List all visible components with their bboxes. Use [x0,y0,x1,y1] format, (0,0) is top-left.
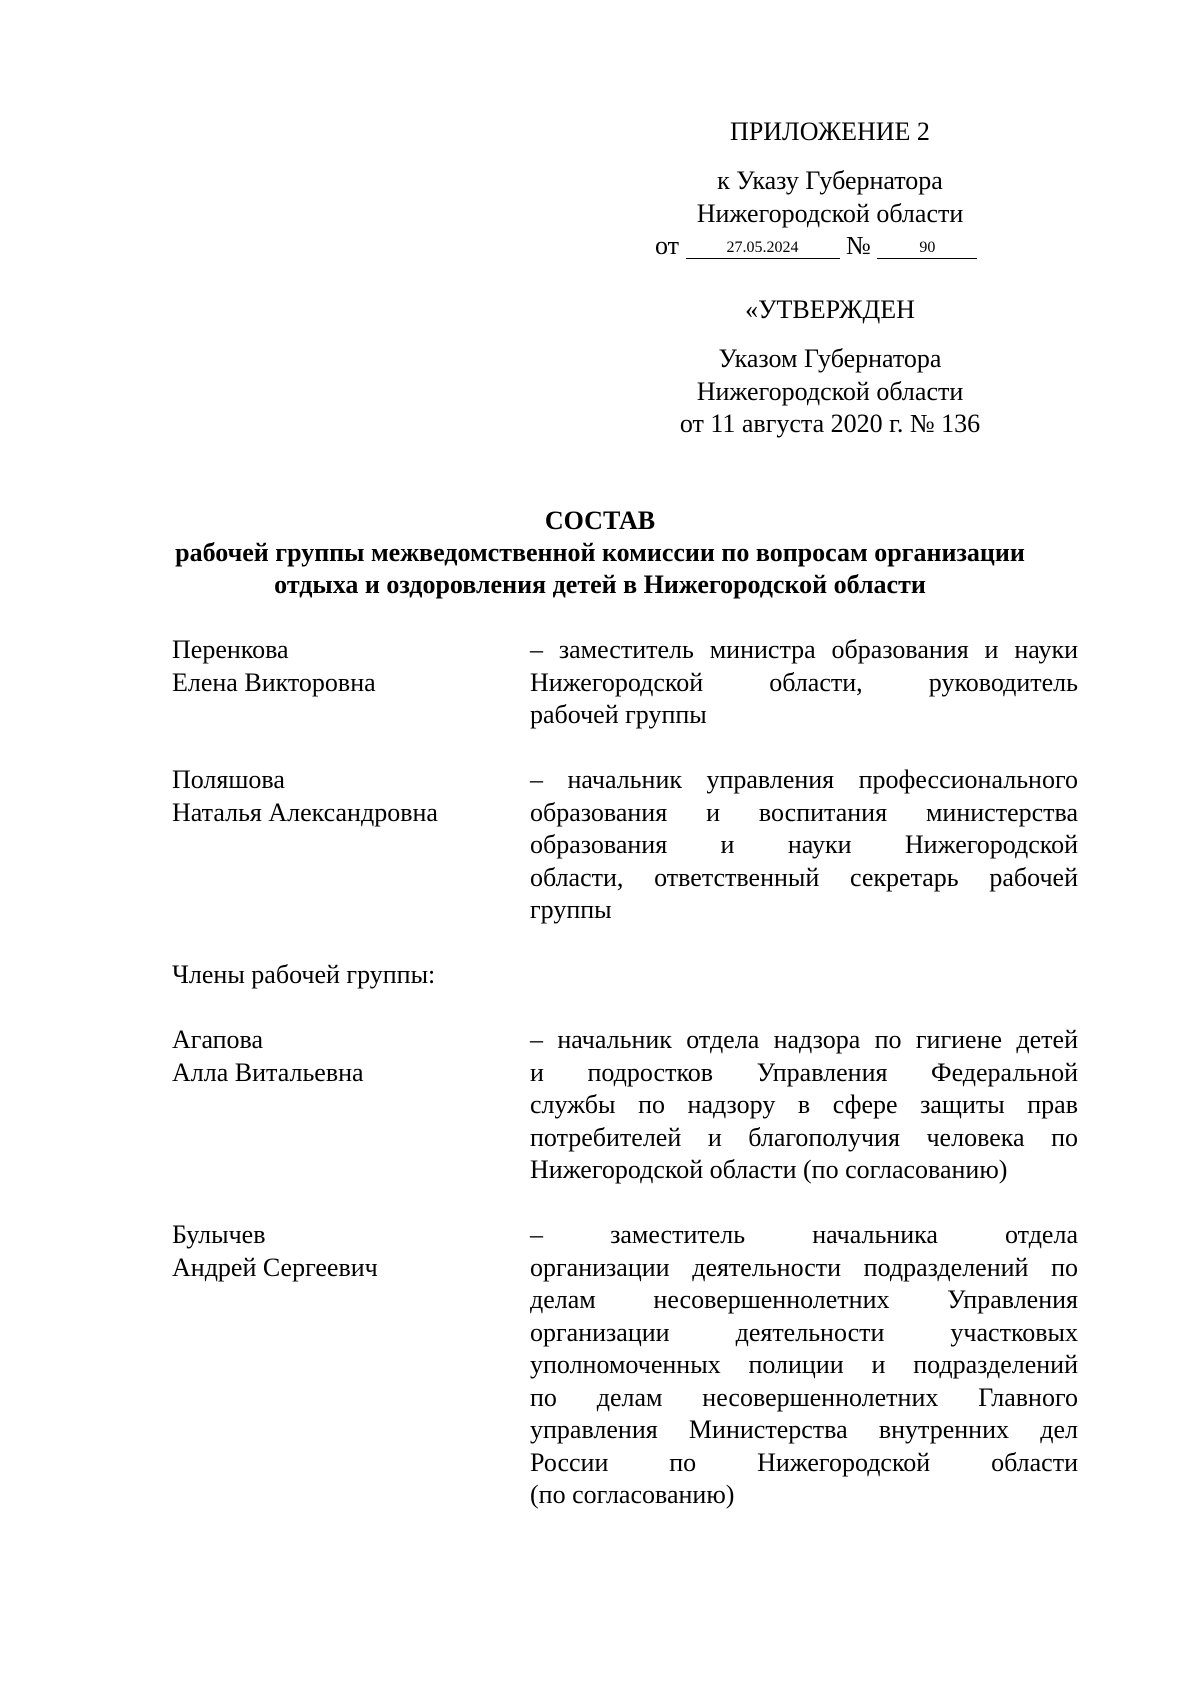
decree-date-number-line [655,230,977,262]
member-name [172,764,502,829]
member-given-names: Андрей Сергеевич [172,1252,378,1282]
member-name [172,1024,502,1089]
approved-by-block [600,343,1060,441]
member-role [530,1024,1078,1187]
member-role-line: службы по надзору в сфере защиты прав [530,1090,1078,1119]
member-role-line: по делам несовершеннолетних Главного [530,1382,1078,1412]
approved-label: «УТВЕРЖДЕН [745,295,915,324]
member-role-line: организации деятельности участковых [530,1317,1078,1347]
member-role-line: организации деятельности подразделений по [530,1252,1078,1282]
member-given-names: Наталья Александровна [172,797,438,827]
member-role-line: России по Нижегородской области [530,1447,1078,1477]
member-role-line: – начальник управления профессионального [530,765,1078,794]
member-role-line: уполномоченных полиции и подразделений [530,1350,1078,1379]
member-name [172,1219,502,1284]
decree-reference-line-1: к Указу Губернатора [717,166,943,195]
approved-by-line-1: Указом Губернатора [718,344,942,373]
member-surname: Агапова [172,1025,264,1054]
member-role-line: Нижегородской области, руководитель [530,667,1078,697]
member-role-line: и подростков Управления Федеральной [530,1057,1078,1087]
member-role-line: (по согласованию) [530,1480,735,1509]
document-title [0,505,1200,601]
appendix-title: ПРИЛОЖЕНИЕ 2 [730,117,930,146]
member-name [172,634,502,699]
appendix-header [600,116,1060,149]
member-role [530,764,1078,927]
member-role-line: Нижегородской области (по согласованию) [530,1155,1008,1184]
member-surname: Булычев [172,1220,266,1249]
title-line-1: СОСТАВ [544,506,656,535]
member-role-line: образования и воспитания министерства [530,797,1078,827]
member-role-line: рабочей группы [530,700,707,729]
member-role-line: области, ответственный секретарь рабочей [530,862,1078,892]
member-role-line: потребителей и благополучия человека по [530,1122,1078,1152]
member-role-line: – заместитель министра образования и науки [530,635,1078,664]
decree-reference [600,165,1060,230]
title-line-3: отдыха и оздоровления детей в Нижегородской области [274,570,926,599]
member-role-line: – начальник отдела надзора по гигиене детей [530,1025,1078,1054]
member-surname: Поляшова [172,765,285,794]
decree-reference-line-2: Нижегородской области [696,198,964,228]
member-surname: Перенкова [172,635,289,664]
approved-by-line-2: Нижегородской области [696,376,964,406]
approved-by-line-3: от 11 августа 2020 г. № 136 [679,409,981,438]
number-sign: № [846,231,871,260]
decree-number-value: 90 [877,238,977,259]
members-heading: Члены рабочей группы: [172,960,436,989]
member-role-line: – заместитель начальника отдела [530,1220,1078,1249]
member-role-line: группы [530,895,612,924]
title-line-2: рабочей группы межведомственной комиссии по вопросам организации [175,538,1025,567]
approved-label-block [600,294,1060,327]
member-role-line: управления Министерства внутренних дел [530,1415,1078,1444]
member-given-names: Елена Викторовна [172,667,376,697]
member-role [530,1219,1078,1512]
member-role-line: образования и науки Нижегородской [530,830,1078,859]
member-role [530,634,1078,732]
member-given-names: Алла Витальевна [172,1057,364,1087]
member-role-line: делам несовершеннолетних Управления [530,1285,1078,1314]
date-prefix: от [655,231,680,260]
decree-date-value: 27.05.2024 [686,238,840,259]
